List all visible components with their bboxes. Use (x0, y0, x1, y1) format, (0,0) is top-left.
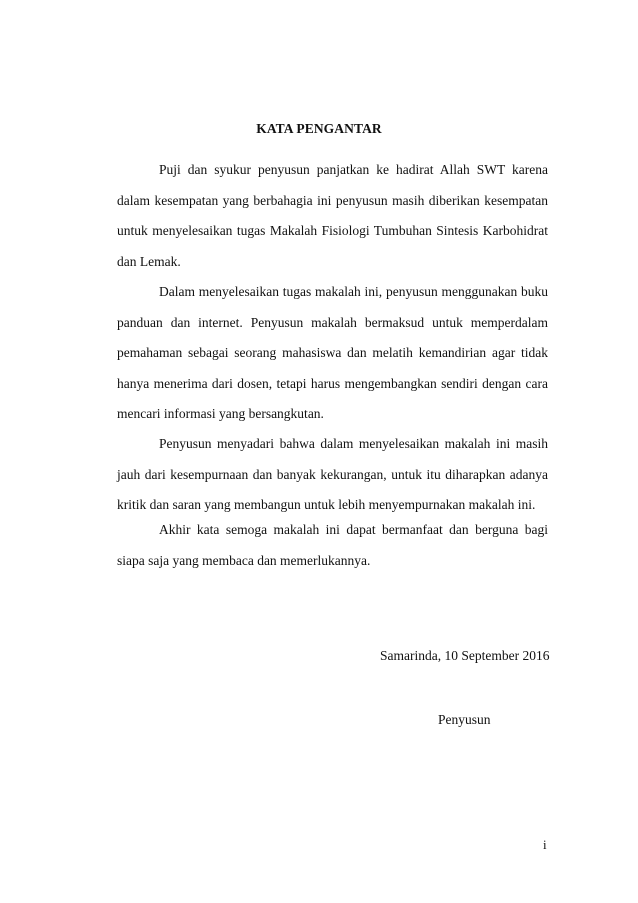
place-date: Samarinda, 10 September 2016 (380, 648, 550, 663)
author-signature: Penyusun (438, 712, 491, 727)
paragraph-closing: Akhir kata semoga makalah ini dapat bermanfaat dan berguna bagi siapa saja yang membaca dan memerlukannya. (117, 522, 548, 568)
paragraph-acknowledgement: Penyusun menyadari bahwa dalam menyelesaikan makalah ini masih jauh dari kesempurnaan dan banyak kekurangan, untuk itu diharapkan adanya kritik dan saran yang membangun untuk lebih menyempurnakan makalah ini. (117, 436, 548, 512)
page-title: KATA PENGANTAR (256, 121, 382, 136)
page-number: i (543, 837, 547, 852)
paragraph-opening: Puji dan syukur penyusun panjatkan ke hadirat Allah SWT karena dalam kesempatan yang berbahagia ini penyusun masih diberikan kesempatan untuk menyelesaikan tugas Makalah Fisiologi Tumbuhan Sintesis Karbohidrat dan Lemak. (117, 162, 548, 269)
paragraph-method: Dalam menyelesaikan tugas makalah ini, penyusun menggunakan buku panduan dan internet. Penyusun makalah bermaksud untuk memperdalam pemahaman sebagai seorang mahasiswa dan melatih kemandirian agar tidak hanya menerima dari dosen, tetapi harus mengembangkan sendiri dengan cara mencari informasi yang bersangkutan. (117, 284, 548, 421)
